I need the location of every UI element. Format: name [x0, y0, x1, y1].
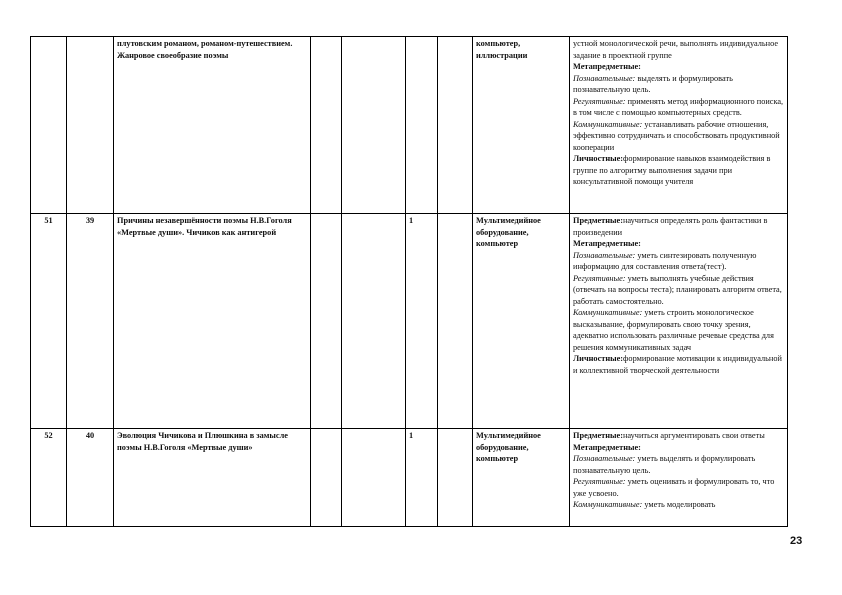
result-label: Метапредметные:: [573, 62, 641, 71]
empty-cell: [342, 37, 406, 214]
lesson-number-cell: [67, 37, 114, 214]
result-label: Коммуникативные:: [573, 500, 643, 509]
result-label: Предметные:: [573, 431, 623, 440]
result-line: [573, 153, 784, 188]
result-label: Коммуникативные:: [573, 119, 643, 129]
result-line: [573, 61, 784, 73]
row-number-cell: 52: [31, 429, 67, 527]
result-line: [573, 307, 784, 353]
lesson-plan-table: [30, 36, 788, 527]
result-line: [573, 453, 784, 476]
equipment-cell: Мультимедийное оборудование, компьютер: [473, 429, 570, 527]
result-label: Метапредметные:: [573, 239, 641, 248]
empty-cell: [311, 429, 342, 527]
results-cell: [570, 37, 788, 214]
result-line: [573, 73, 784, 96]
row-number-cell: 51: [31, 214, 67, 429]
result-line: [573, 442, 784, 454]
empty-cell: [438, 214, 473, 429]
result-text: применять метод информационного поиска, в том числе с помощью компьютерных средств.: [573, 96, 784, 117]
result-line: [573, 119, 784, 154]
result-text: выделять и формулировать познавательную цель.: [573, 73, 733, 94]
empty-cell: [438, 429, 473, 527]
result-text: уметь выполнять учебные действия (отвечать на вопросы теста); планировать алгоритм ответа, работать самостоятельно.: [573, 273, 782, 306]
results-cell: [570, 214, 788, 429]
result-text: устной монологической речи, выполнять индивидуальное задание в проектной группе: [573, 39, 779, 60]
equipment-cell: Мультимедийное оборудование, компьютер: [473, 214, 570, 429]
result-line: [573, 353, 784, 376]
result-line: [573, 499, 784, 511]
empty-cell: [438, 37, 473, 214]
result-label: Личностные:: [573, 154, 624, 163]
row-number-cell: [31, 37, 67, 214]
result-label: Регулятивные:: [573, 477, 626, 486]
result-text: научиться определять роль фантастики в произведении: [573, 216, 768, 237]
result-text: устанавливать рабочие отношения, эффективно сотрудничать и способствовать продуктивной кооперации: [573, 119, 780, 152]
result-line: [573, 215, 784, 238]
result-text: уметь моделировать: [642, 500, 716, 509]
result-line: [573, 476, 784, 499]
empty-cell: [342, 429, 406, 527]
result-line: [573, 250, 784, 273]
result-label: Познавательные:: [573, 73, 636, 83]
table-row: [31, 214, 788, 429]
result-label: Регулятивные:: [573, 273, 626, 283]
result-line: [573, 96, 784, 119]
result-label: Познавательные:: [573, 250, 636, 260]
topic-cell: плутовским романом, романом-путешествием. Жанровое своеобразие поэмы: [114, 37, 311, 214]
result-line: [573, 238, 784, 250]
result-line: [573, 273, 784, 308]
result-label: Коммуникативные:: [573, 308, 643, 317]
lesson-number-cell: 40: [67, 429, 114, 527]
result-label: Личностные:: [573, 354, 624, 363]
result-label: Предметные:: [573, 216, 623, 225]
result-text: уметь оценивать и формулировать то, что уже усвоено.: [573, 477, 775, 498]
equipment-cell: компьютер, иллюстрации: [473, 37, 570, 214]
result-text: научиться аргументировать свои ответы: [622, 431, 765, 440]
page-number: 23: [790, 535, 803, 547]
result-text: уметь выделять и формулировать познавательную цель.: [573, 454, 756, 475]
result-text: формирование навыков взаимодействия в группе по алгоритму выполнения задачи при консультативной помощи учителя: [573, 154, 771, 186]
result-label: Познавательные:: [573, 454, 636, 463]
empty-cell: [311, 214, 342, 429]
result-label: Метапредметные:: [573, 442, 641, 452]
table-row: [31, 429, 788, 527]
topic-cell: Эволюция Чичикова и Плюшкина в замысле поэмы Н.В.Гоголя «Мертвые души»: [114, 429, 311, 527]
results-cell: [570, 429, 788, 527]
empty-cell: [342, 214, 406, 429]
hours-cell: [406, 37, 438, 214]
result-label: Регулятивные:: [573, 96, 626, 106]
empty-cell: [311, 37, 342, 214]
lesson-number-cell: 39: [67, 214, 114, 429]
result-line: [573, 38, 784, 61]
table-body: [31, 37, 788, 527]
topic-cell: Причины незавершённости поэмы Н.В.Гоголя «Мертвые души». Чичиков как антигерой: [114, 214, 311, 429]
result-text: уметь строить монологическое высказывание, формулировать свою точку зрения, адекватно использовать различные речевые средства для решения коммуникативных задач: [573, 308, 774, 352]
result-text: формирование мотивации к индивидуальной и коллективной творческой деятельности: [573, 354, 782, 375]
hours-cell: 1: [406, 429, 438, 527]
table-row: [31, 37, 788, 214]
result-text: уметь синтезировать полученную информацию для составления ответа(тест).: [573, 250, 757, 271]
result-line: [573, 430, 784, 442]
hours-cell: 1: [406, 214, 438, 429]
